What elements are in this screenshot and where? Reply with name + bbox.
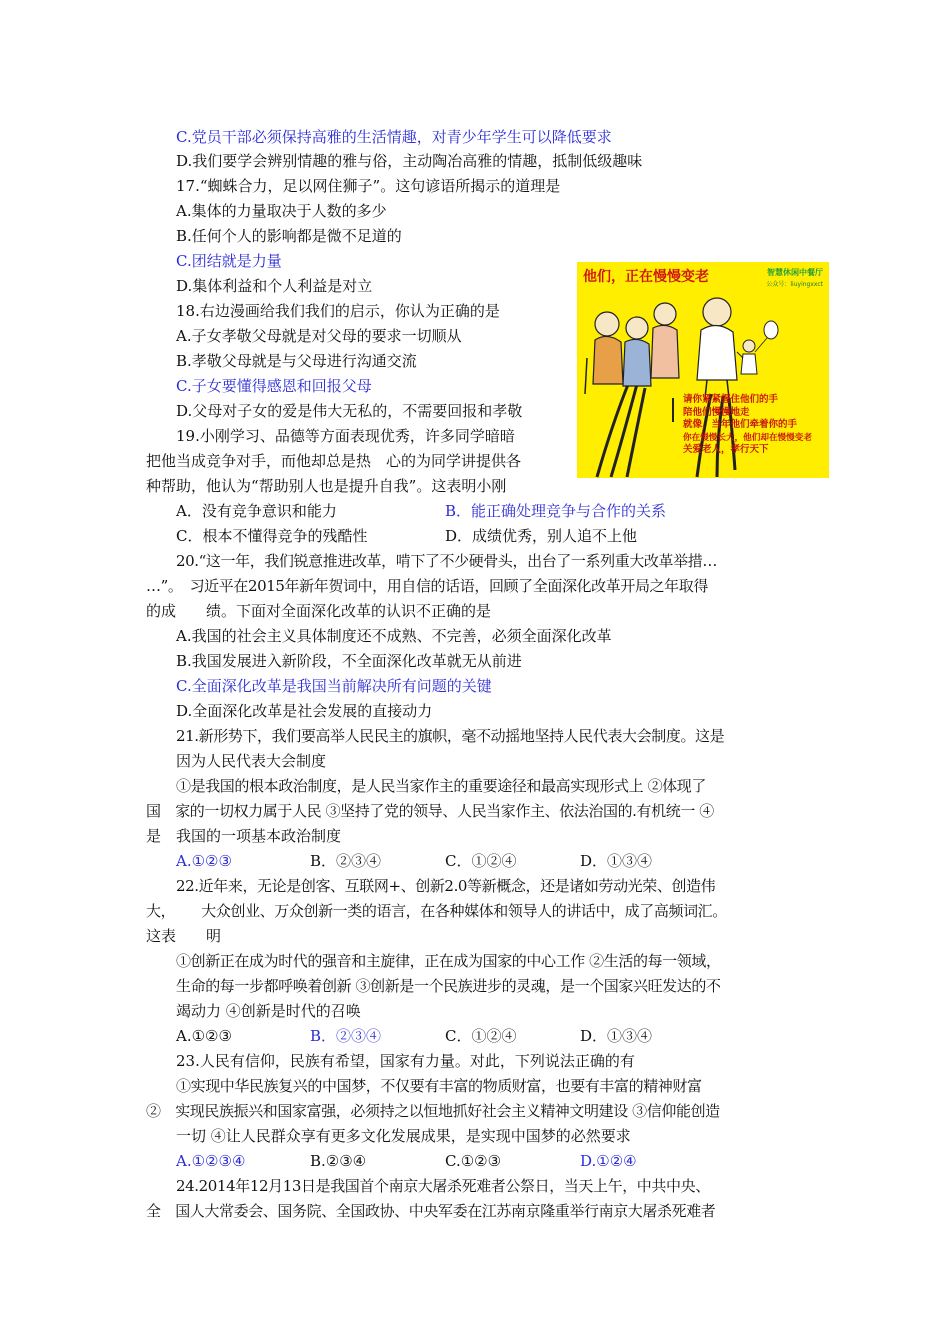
- q19-stem-line3: 种帮助，他认为“帮助别人也是提升自我”。这表明小刚: [146, 477, 507, 495]
- q17-option-a: A.集体的力量取决于人数的多少: [176, 202, 387, 220]
- q21-option-a: A.①②③: [176, 852, 232, 870]
- q19-stem-line1: 19.小刚学习、品德等方面表现优秀，许多同学暗暗: [176, 427, 515, 445]
- q20-option-b: B.我国发展进入新阶段，不全面深化改革就无从前进: [176, 652, 522, 670]
- q17-stem: 17.“蜘蛛合力，足以网住狮子”。这句谚语所揭示的道理是: [176, 177, 561, 195]
- q18-option-d: D.父母对子女的爱是伟大无私的，不需要回报和孝敬: [176, 402, 523, 420]
- q21-option-b: B．②③④: [310, 852, 382, 870]
- q22-stem-line2: 大， 大众创业、万众创新一类的语言，在各种媒体和领导人的讲话中，成了高频词汇。: [146, 902, 727, 920]
- q22-option-b: B．②③④: [310, 1027, 382, 1045]
- q23-option-a: A.①②③④: [176, 1152, 246, 1170]
- q22-item-line2: 生命的每一步都呼唤着创新 ③创新是一个民族进步的灵魂，是一个国家兴旺发达的不: [176, 977, 721, 995]
- q21-item-line3: 是 我国的一项基本政治制度: [146, 827, 342, 845]
- q19-stem-line2: 把他当成竞争对手，而他却总是热 心的为同学讲提供各: [146, 452, 522, 470]
- comic-caption-line: 陪他们慢慢地走: [683, 406, 750, 418]
- q23-option-d: D.①②④: [580, 1152, 637, 1170]
- q23-option-b: B.②③④: [310, 1152, 367, 1170]
- q19-option-b: B．能正确处理竞争与合作的关系: [445, 502, 667, 520]
- q16-option-d: D.我们要学会辨别情趣的雅与俗，主动陶冶高雅的情趣，抵制低级趣味: [176, 152, 643, 170]
- q17-option-c: C.团结就是力量: [176, 252, 282, 270]
- q22-option-c: C．①②④: [445, 1027, 517, 1045]
- comic-caption-line: 请你紧紧握住他们的手: [683, 394, 779, 405]
- q23-item-line3: 一切 ④让人民群众享有更多文化发展成果，是实现中国梦的必然要求: [176, 1127, 631, 1145]
- q23-option-c: C.①②③: [445, 1152, 502, 1170]
- q22-option-a: A.①②③: [176, 1027, 232, 1045]
- q22-item-line3: 竭动力 ④创新是时代的召唤: [176, 1002, 361, 1020]
- q20-option-c: C.全面深化改革是我国当前解决所有问题的关键: [176, 677, 492, 695]
- comic-caption-line: 就像，当年他们牵着你的手: [683, 419, 798, 430]
- q21-stem-line1: 21.新形势下，我们要高举人民民主的旗帜，毫不动摇地坚持人民代表大会制度。这是: [176, 727, 725, 745]
- q23-item-line2: ② 实现民族振兴和国家富强，必须持之以恒地抓好社会主义精神文明建设 ③信仰能创造: [146, 1102, 720, 1120]
- q19-option-c: C．根本不懂得竞争的残酷性: [176, 527, 368, 545]
- q24-stem-line1: 24.2014年12月13日是我国首个南京大屠杀死难者公祭日，当天上午，中共中央、: [176, 1177, 710, 1195]
- q22-option-d: D．①③④: [580, 1027, 653, 1045]
- q21-option-c: C．①②④: [445, 852, 517, 870]
- q20-option-d: D.全面深化改革是社会发展的直接动力: [176, 702, 433, 720]
- comic-brand: 智慧休闲中餐厅: [767, 268, 823, 277]
- q18-stem: 18.右边漫画给我们我们的启示，你认为正确的是: [176, 302, 500, 320]
- q24-stem-line2: 全 国人大常委会、国务院、全国政协、中央军委在江苏南京隆重举行南京大屠杀死难者: [146, 1202, 716, 1220]
- comic-caption-line: 你在慢慢长大，他们却在慢慢变老: [683, 432, 812, 443]
- q16-option-c: C.党员干部必须保持高雅的生活情趣，对青少年学生可以降低要求: [176, 128, 612, 146]
- q21-stem-line2: 因为人民代表大会制度: [176, 752, 327, 770]
- comic-account: 公众号：liuyingxxct: [766, 281, 823, 288]
- q21-item-line2: 国 家的一切权力属于人民 ③坚持了党的领导、人民当家作主、依法治国的.有机统一 ④: [146, 802, 714, 820]
- q19-option-a: A．没有竞争意识和能力: [176, 502, 337, 520]
- q19-option-d: D．成绩优秀，别人追不上他: [445, 527, 638, 545]
- q22-item-line1: ①创新正在成为时代的强音和主旋律，正在成为国家的中心工作 ②生活的每一领域，: [176, 952, 721, 970]
- q23-stem: 23.人民有信仰，民族有希望，国家有力量。对此，下列说法正确的有: [176, 1052, 635, 1070]
- comic-title: 他们，正在慢慢变老: [583, 269, 709, 285]
- q18-option-a: A.子女孝敬父母就是对父母的要求一切顺从: [176, 327, 462, 345]
- comic-caption: [683, 394, 829, 457]
- q17-option-d: D.集体利益和个人利益是对立: [176, 277, 373, 295]
- q23-item-line1: ①实现中华民族复兴的中国梦，不仅要有丰富的物质财富，也要有丰富的精神财富: [176, 1077, 702, 1095]
- q20-stem-line1: 20.“这一年，我们锐意推进改革，啃下了不少硬骨头，出台了一系列重大改革举措…: [176, 552, 717, 570]
- q22-stem-line1: 22.近年来，无论是创客、互联网+、创新2.0等新概念，还是诸如劳动光荣、创造伟: [176, 877, 716, 895]
- q20-stem-line2: …”。 习近平在2015年新年贺词中，用自信的话语，回顾了全面深化改革开局之年取得: [146, 577, 708, 595]
- q22-stem-line3: 这表 明: [146, 927, 222, 945]
- q18-option-b: B.孝敬父母就是与父母进行沟通交流: [176, 352, 417, 370]
- q18-option-c: C.子女要懂得感恩和回报父母: [176, 377, 372, 395]
- q21-option-d: D．①③④: [580, 852, 653, 870]
- q21-item-line1: ①是我国的根本政治制度，是人民当家作主的重要途径和最高实现形式上 ②体现了: [176, 777, 706, 795]
- q20-option-a: A.我国的社会主义具体制度还不成熟、不完善，必须全面深化改革: [176, 627, 612, 645]
- q20-stem-line3: 的成 绩。下面对全面深化改革的认识不正确的是: [146, 602, 492, 620]
- q17-option-b: B.任何个人的影响都是微不足道的: [176, 227, 402, 245]
- comic-illustration: [577, 262, 829, 478]
- comic-caption-line: 关爱老人，孝行天下: [683, 444, 769, 455]
